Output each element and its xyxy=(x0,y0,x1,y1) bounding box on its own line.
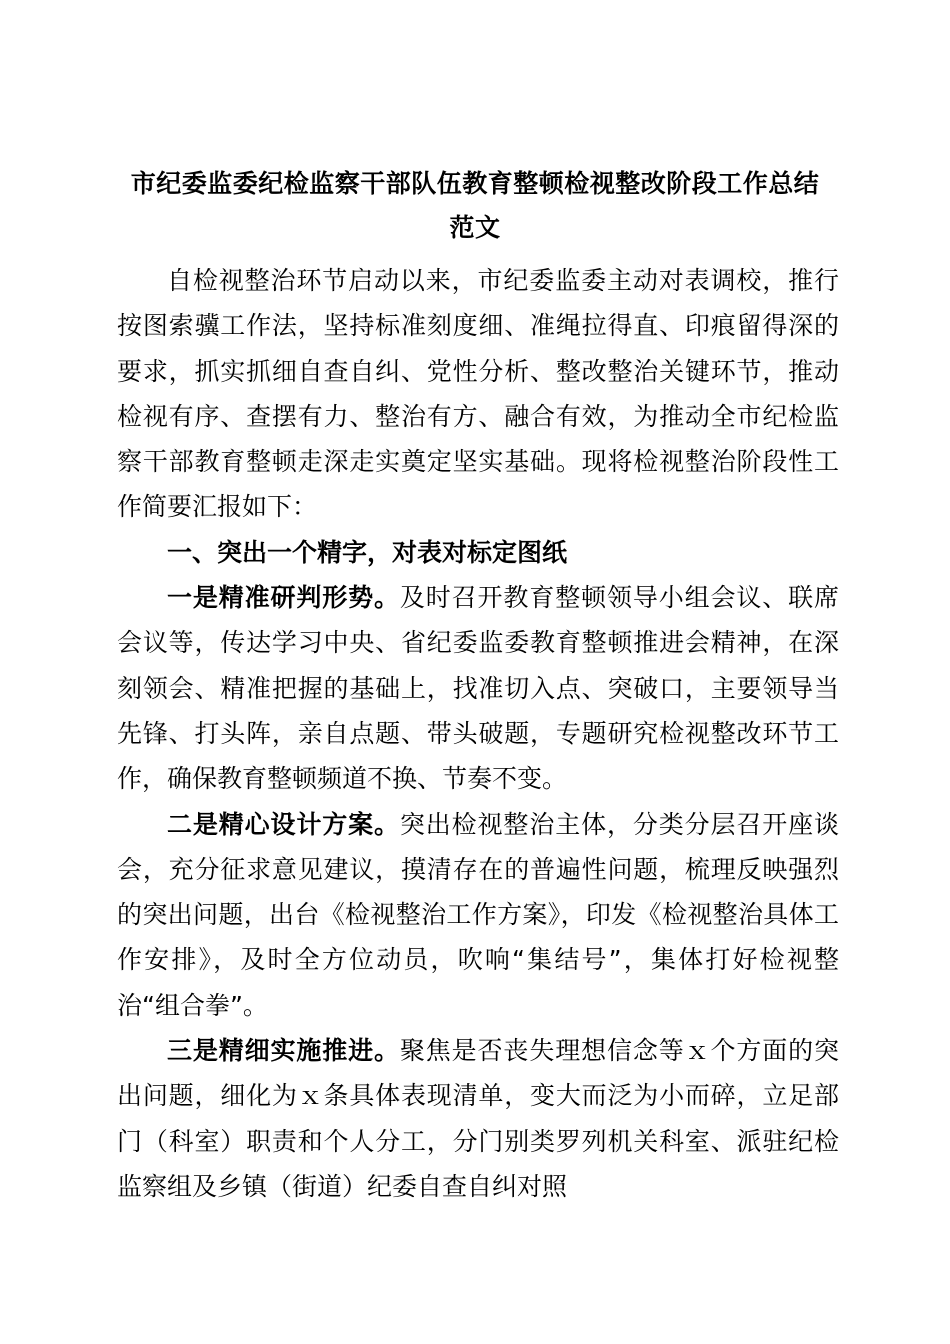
item-lead-3: 三是精细实施推进。 xyxy=(167,1036,400,1066)
intro-paragraph: 自检视整治环节启动以来，市纪委监委主动对表调校，推行按图索骥工作法，坚持标准刻度细、准绳拉得直、印痕留得深的要求，抓实抓细自查自纠、党性分析、整改整治关键环节，推动检视有序、查摆有力、整治有方、融合有效，为推动全市纪检监察干部教育整顿走深走实奠定坚实基础。现将检视整治阶段性工作简要汇报如下： xyxy=(117,266,839,522)
document-title-line-1: 市纪委监委纪检监察干部队伍教育整顿检视整改阶段工作总结 xyxy=(130,169,820,198)
document-body xyxy=(117,258,839,1209)
item-text-1: 及时召开教育整顿领导小组会议、联席会议等，传达学习中央、省纪委监委教育整顿推进会精神，在深刻领会、精准把握的基础上，找准切入点、突破口，主要领导当先锋、打头阵，亲自点题、带头破题，专题研究检视整改环节工作，确保教育整顿频道不换、节奏不变。 xyxy=(117,583,839,794)
item-lead-2: 二是精心设计方案。 xyxy=(167,809,400,839)
item-lead-1: 一是精准研判形势。 xyxy=(167,583,400,613)
document-title-line-2: 范文 xyxy=(449,213,501,242)
item-text-2: 突出检视整治主体，分类分层召开座谈会，充分征求意见建议，摸清存在的普遍性问题，梳理反映强烈的突出问题，出台《检视整治工作方案》，印发《检视整治具体工作安排》，及时全方位动员，吹响“集结号”，集体打好检视整治“组合拳”。 xyxy=(117,809,839,1020)
item-paragraph-2 xyxy=(117,802,839,1028)
item-paragraph-1 xyxy=(117,575,839,801)
section-heading: 一、突出一个精字，对表对标定图纸 xyxy=(167,537,568,567)
item-paragraph-3 xyxy=(117,1028,839,1209)
item-text-3: 聚焦是否丧失理想信念等ｘ个方面的突出问题，细化为ｘ条具体表现清单，变大而泛为小而碎，立足部门（科室）职责和个人分工，分门别类罗列机关科室、派驻纪检监察组及乡镇（街道）纪委自查自纠对照 xyxy=(117,1036,839,1201)
